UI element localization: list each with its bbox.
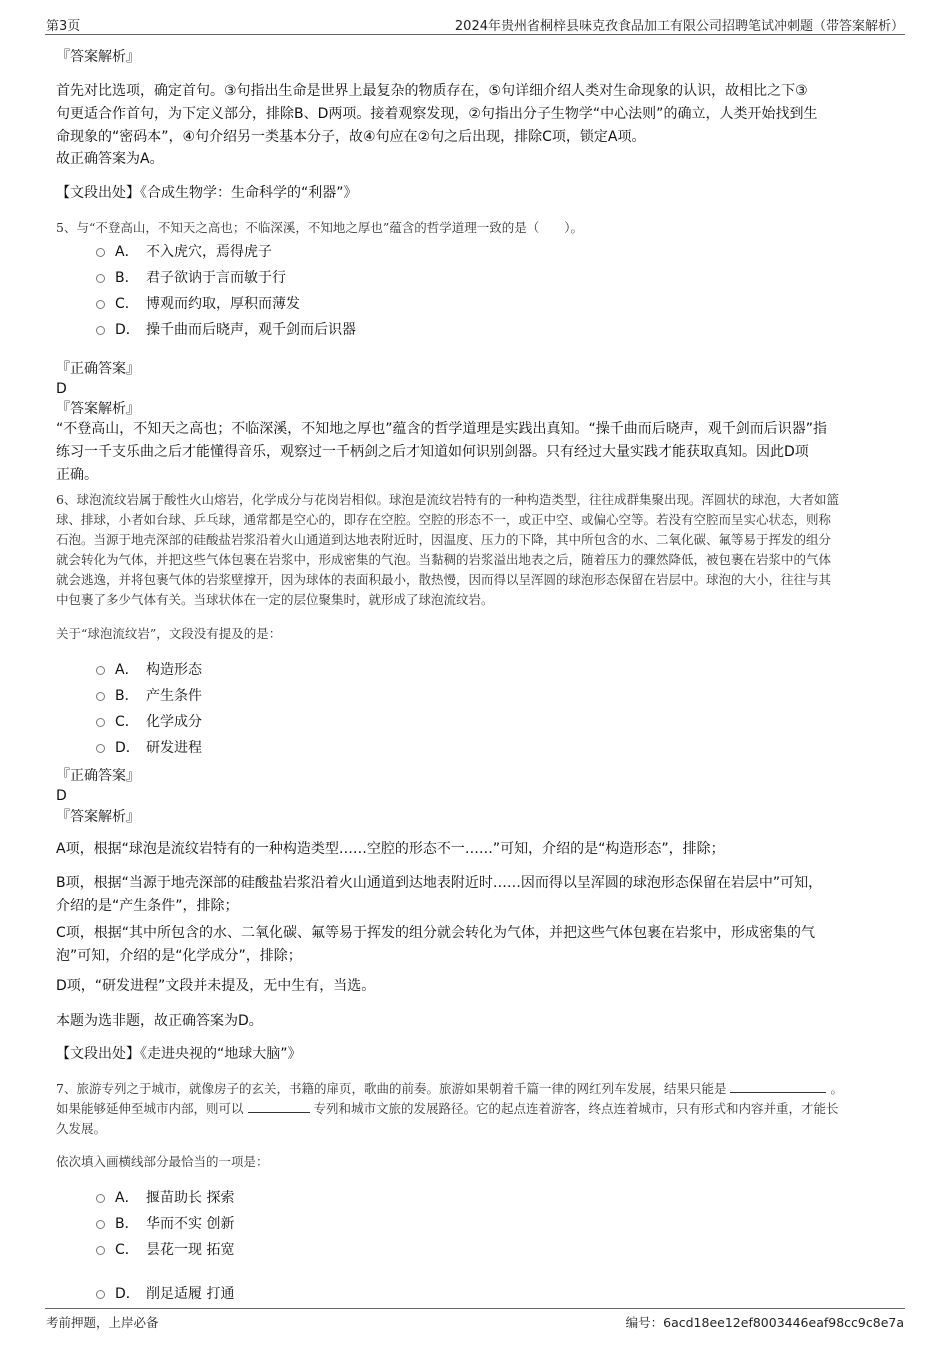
option-text: 研发进程 [146, 740, 202, 756]
radio-icon[interactable] [96, 300, 105, 309]
radio-icon[interactable] [96, 1220, 105, 1229]
q6-conclusion: 本题为选非题，故正确答案为D。 [56, 1013, 263, 1029]
q6-passage-line: 6、球泡流纹岩属于酸性火山熔岩，化学成分与花岗岩相似。球泡是流纹岩特有的一种构造类型，往往成群集聚出现。浑圆状的球泡，大者如篮 [56, 492, 839, 507]
q4-analysis-line: 首先对比选项，确定首句。③句指出生命是世界上最复杂的物质存在，⑤句详细介绍人类对生命现象的认识，故相比之下③ [56, 83, 808, 99]
q5-option-a[interactable] [96, 242, 272, 262]
page-number: 第3页 [46, 19, 81, 34]
q7-option-a[interactable] [96, 1188, 234, 1208]
option-text: 君子欲讷于言而敏于行 [146, 270, 286, 286]
q7-option-c[interactable] [96, 1240, 234, 1260]
q6-analysis-c [56, 922, 896, 968]
q7-option-b[interactable] [96, 1214, 234, 1234]
q7-blank-1 [730, 1080, 826, 1093]
option-key: D． [115, 740, 140, 756]
radio-icon[interactable] [96, 326, 105, 335]
radio-icon[interactable] [96, 274, 105, 283]
q5-option-d[interactable] [96, 320, 356, 340]
option-key: C． [115, 296, 139, 312]
option-key: C． [115, 714, 139, 730]
option-text: 构造形态 [146, 662, 202, 678]
q7-option-d[interactable] [96, 1284, 234, 1304]
q5-analysis-line: 正确。 [56, 467, 98, 483]
q6-option-c[interactable] [96, 712, 202, 732]
radio-icon[interactable] [96, 1290, 105, 1299]
q5-stem: 5、与“不登高山，不知天之高也；不临深溪，不知地之厚也”蕴含的哲学道理一致的是（ ）。 [56, 220, 583, 235]
option-text: 博观而约取，厚积而薄发 [146, 296, 300, 312]
q7-passage-text: 。 [830, 1081, 843, 1096]
option-key: B． [115, 1216, 139, 1232]
q6-option-a[interactable] [96, 660, 202, 680]
q7-passage-text: 专列和城市文旅的发展路径。它的起点连着游客，终点连着城市，只有形式和内容并重，才能长 [313, 1101, 839, 1116]
radio-icon[interactable] [96, 248, 105, 257]
q6-stem: 关于“球泡流纹岩”，文段没有提及的是： [56, 626, 282, 641]
q6-option-d[interactable] [96, 738, 202, 758]
q5-analysis-label: 『答案解析』 [56, 401, 140, 417]
q6-analysis-b-line: 介绍的是“产生条件”，排除； [56, 898, 239, 914]
q7-passage [56, 1079, 901, 1139]
radio-icon[interactable] [96, 718, 105, 727]
q5-answer: D [56, 381, 67, 397]
q5-analysis [56, 418, 896, 487]
footer-serial [626, 1313, 904, 1331]
option-key: D． [115, 322, 140, 338]
q4-analysis [56, 80, 896, 149]
q4-analysis-line: 命现象的“密码本”，④句介绍另一类基本分子，故④句应在②句之后出现，排除C项，锁定A项。 [56, 129, 646, 145]
q6-passage-line: 石泡。当源于地壳深部的硅酸盐岩浆沿着火山通道到达地表附近时，因温度、压力的下降，其中所包含的水、二氧化碳、氟等易于挥发的组分 [56, 532, 832, 547]
q6-option-b[interactable] [96, 686, 202, 706]
q5-option-c[interactable] [96, 294, 300, 314]
q6-passage-line: 就会转化为气体，并把这些气体包裹在岩浆中，形成密集的气泡。当黏稠的岩浆溢出地表之后，随着压力的骤然降低，被包裹在岩浆中的气体 [56, 552, 832, 567]
q4-source: 【文段出处】《合成生物学：生命科学的“利器”》 [56, 185, 358, 201]
option-text: 揠苗助长 探索 [146, 1190, 235, 1206]
q5-analysis-line: 练习一千支乐曲之后才能懂得音乐，观察过一千柄剑之后才知道如何识别剑器。只有经过大量实践才能获取真知。因此D项 [56, 444, 809, 460]
radio-icon[interactable] [96, 1246, 105, 1255]
q5-answer-label: 『正确答案』 [56, 361, 140, 377]
q6-analysis-d: D项，“研发进程”文段并未提及，无中生有，当选。 [56, 978, 376, 994]
option-key: A． [115, 1190, 139, 1206]
radio-icon[interactable] [96, 1194, 105, 1203]
q7-blank-2 [248, 1100, 310, 1113]
serial-label: 编号： [625, 1315, 664, 1330]
q6-analysis-c-line: 泡”可知，介绍的是“化学成分”，排除； [56, 948, 302, 964]
option-key: A． [115, 662, 139, 678]
q5-option-b[interactable] [96, 268, 286, 288]
q4-conclusion: 故正确答案为A。 [56, 151, 164, 167]
q6-analysis-b-line: B项，根据“当源于地壳深部的硅酸盐岩浆沿着火山通道到达地表附近时……因而得以呈浑圆的球泡形态保留在岩层中”可知， [56, 875, 823, 891]
q6-passage-line: 中包裹了多少气体有关。当球状体在一定的层位聚集时，就形成了球泡流纹岩。 [56, 592, 494, 607]
option-text: 昙花一现 拓宽 [146, 1242, 235, 1258]
q6-analysis-b [56, 872, 896, 918]
q4-analysis-line: 句更适合作首句，为下定义部分，排除B、D两项。接着观察发现，②句指出分子生物学“中心法则”的确立，人类开始找到生 [56, 106, 818, 122]
q6-passage [56, 490, 901, 610]
option-text: 华而不实 创新 [146, 1216, 235, 1232]
option-text: 产生条件 [146, 688, 202, 704]
header-rule [45, 34, 905, 35]
q7-passage-text: 久发展。 [56, 1121, 107, 1136]
option-key: A． [115, 244, 139, 260]
q7-passage-text: 如果能够延伸至城市内部，则可以 [56, 1101, 244, 1116]
option-key: D． [115, 1286, 140, 1302]
document-title: 2024年贵州省桐梓县味克孜食品加工有限公司招聘笔试冲刺题（带答案解析） [454, 19, 904, 34]
option-key: B． [115, 688, 139, 704]
q7-passage-text: 7、旅游专列之于城市，就像房子的玄关，书籍的扉页，歌曲的前奏。旅游如果朝着千篇一律的网红列车发展，结果只能是 [56, 1081, 727, 1096]
footer-slogan: 考前押题，上岸必备 [46, 1315, 159, 1330]
option-text: 不入虎穴，焉得虎子 [146, 244, 272, 260]
q5-analysis-line: “不登高山，不知天之高也；不临深溪，不知地之厚也”蕴含的哲学道理是实践出真知。“操千曲而后晓声，观千剑而后识器”指 [56, 421, 828, 437]
radio-icon[interactable] [96, 744, 105, 753]
q6-analysis-a: A项，根据“球泡是流纹岩特有的一种构造类型……空腔的形态不一……”可知，介绍的是“构造形态”，排除； [56, 841, 725, 857]
q6-passage-line: 就会逃逸，并将包裹气体的岩浆壁撑开，因为球体的表面积最小，散热慢，因而得以呈浑圆的球泡形态保留在岩层中。球泡的大小，往往与其 [56, 572, 832, 587]
q7-stem: 依次填入画横线部分最恰当的一项是： [56, 1154, 269, 1169]
option-text: 操千曲而后晓声，观千剑而后识器 [146, 322, 356, 338]
serial-code: 6acd18ee12ef8003446eaf98cc9c8e7a [663, 1315, 904, 1330]
q6-source: 【文段出处】《走进央视的“地球大脑”》 [56, 1046, 302, 1062]
q6-answer: D [56, 788, 67, 804]
footer-rule [45, 1308, 905, 1309]
q6-passage-line: 球、排球，小者如台球、乒乓球，通常都是空心的，即存在空腔。空腔的形态不一，或正中空、或偏心空等。若没有空腔而呈实心状态，则称 [56, 512, 832, 527]
radio-icon[interactable] [96, 666, 105, 675]
option-text: 削足适履 打通 [146, 1286, 235, 1302]
q4-analysis-label: 『答案解析』 [56, 49, 140, 65]
q6-analysis-label: 『答案解析』 [56, 809, 140, 825]
q6-answer-label: 『正确答案』 [56, 768, 140, 784]
option-key: B． [115, 270, 139, 286]
radio-icon[interactable] [96, 692, 105, 701]
option-key: C． [115, 1242, 139, 1258]
option-text: 化学成分 [146, 714, 202, 730]
q6-analysis-c-line: C项，根据“其中所包含的水、二氧化碳、氟等易于挥发的组分就会转化为气体，并把这些气体包裹在岩浆中，形成密集的气 [56, 925, 816, 941]
